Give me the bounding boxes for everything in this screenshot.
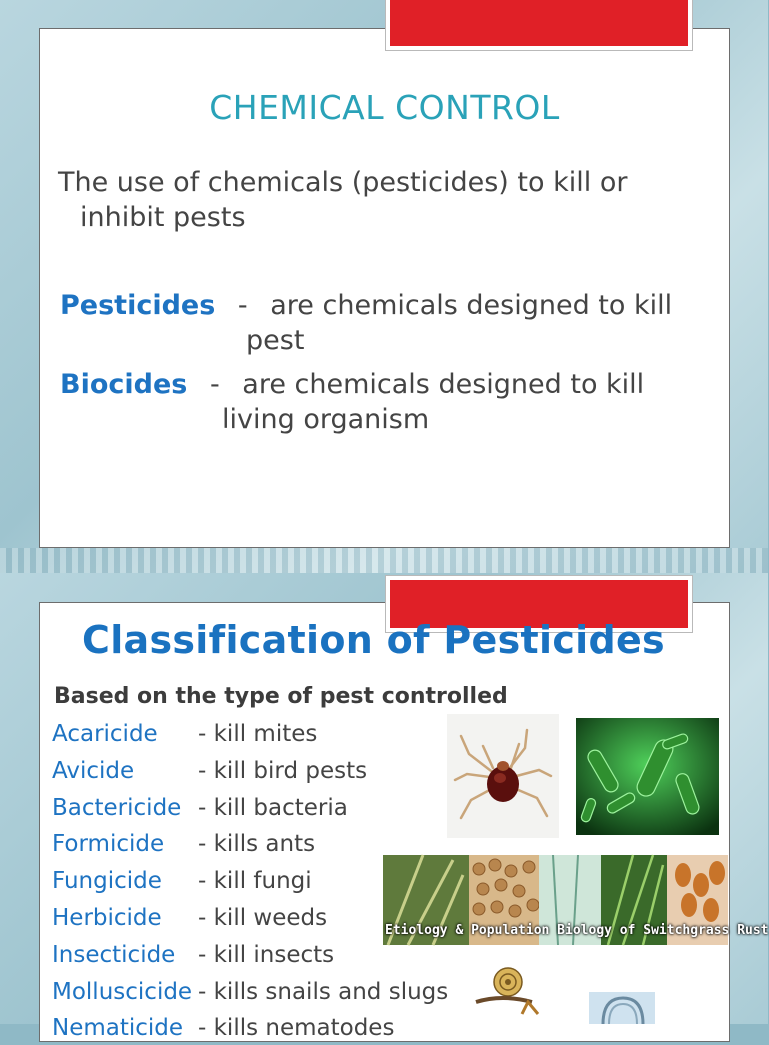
- nematode-image: [589, 992, 655, 1024]
- image-caption: Etiology & Population Biology of Switchgrass Rust: [385, 923, 769, 938]
- list-item: [52, 827, 315, 861]
- mite-image: [447, 714, 559, 838]
- pesticide-type-name: Nematicide: [52, 1015, 184, 1042]
- snail-image: [472, 958, 544, 1024]
- dash: -: [209, 369, 220, 400]
- pesticide-type-description: - kill fungi: [198, 868, 312, 895]
- term-pesticides: Pesticides: [60, 290, 216, 321]
- mite-icon: [447, 714, 559, 838]
- bacteria-image: [576, 718, 719, 835]
- pesticide-type-name: Acaricide: [52, 721, 158, 747]
- slide2-title: Classification of Pesticides: [82, 618, 665, 662]
- pesticide-type-description: - kill weeds: [198, 905, 328, 931]
- pesticide-type-name: Molluscicide: [52, 978, 193, 1005]
- pesticide-type-description: - kill bacteria: [198, 794, 348, 821]
- list-item: [52, 1011, 394, 1045]
- dash: -: [237, 290, 248, 321]
- list-item: [52, 754, 367, 788]
- list-item: [52, 975, 448, 1009]
- definition-pesticides: [60, 288, 672, 323]
- nematode-icon: [589, 992, 655, 1024]
- switchgrass-rust-image: [383, 855, 769, 945]
- definition-biocides: [60, 367, 644, 402]
- pesticide-type-name: Bactericide: [52, 794, 182, 821]
- pesticide-type-description: - kills nematodes: [198, 1015, 395, 1042]
- list-item: [52, 717, 317, 751]
- bacteria-icon: [576, 718, 719, 835]
- slide2-subhead: Based on the type of pest controlled: [54, 684, 508, 709]
- list-item: [52, 791, 348, 825]
- pesticide-type-description: - kill mites: [198, 721, 318, 747]
- pesticide-type-description: - kill insects: [198, 941, 335, 968]
- slide1-red-banner: [386, 0, 692, 50]
- definition-text: are chemicals designed to kill: [270, 290, 673, 321]
- list-item: [52, 938, 334, 972]
- pesticide-type-name: Insecticide: [52, 941, 176, 968]
- pesticide-type-name: Herbicide: [52, 905, 162, 931]
- pesticide-type-name: Fungicide: [52, 868, 162, 895]
- pesticide-type-name: Avicide: [52, 757, 135, 784]
- pesticide-type-description: - kill bird pests: [198, 757, 368, 784]
- pesticide-type-name: Formicide: [52, 831, 165, 858]
- definition-text: are chemicals designed to kill: [242, 369, 645, 400]
- pesticide-type-description: - kills ants: [198, 831, 316, 858]
- list-item: [52, 864, 312, 898]
- slide1-title: CHEMICAL CONTROL: [209, 88, 560, 127]
- intro-line-1: The use of chemicals (pesticides) to kill or: [58, 167, 628, 198]
- list-item: [52, 901, 327, 935]
- pesticide-type-description: - kills snails and slugs: [198, 978, 449, 1005]
- intro-line-2: inhibit pests: [80, 202, 246, 233]
- term-biocides: Biocides: [60, 369, 188, 400]
- definition-biocides-line-2: living organism: [222, 404, 430, 435]
- definition-pesticides-line-2: pest: [246, 325, 305, 356]
- snail-icon: [472, 958, 544, 1024]
